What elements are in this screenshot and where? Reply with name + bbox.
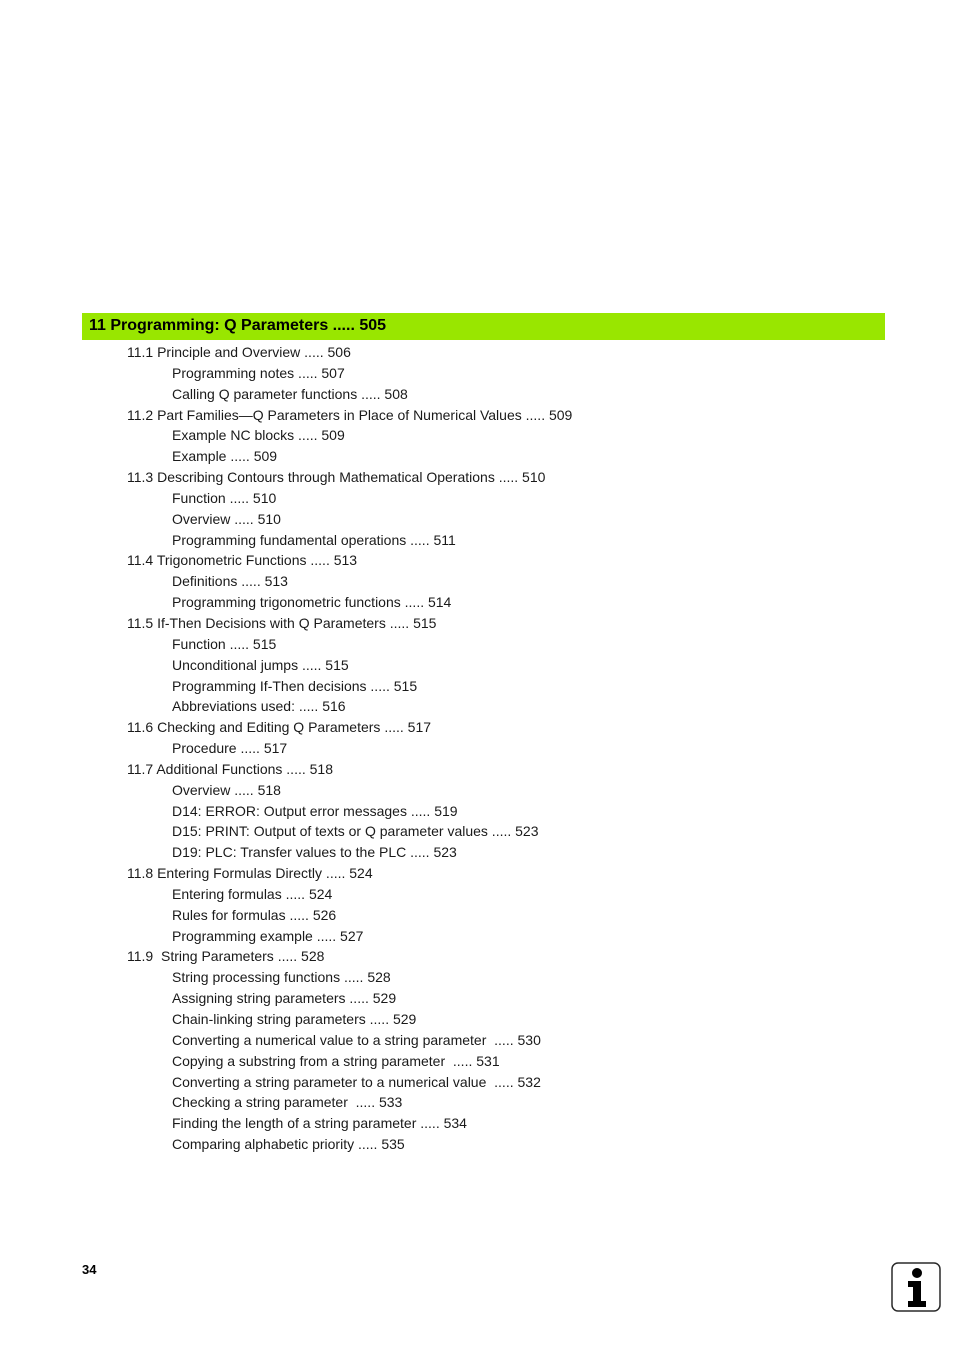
chapter-heading-bar: [82, 313, 885, 340]
toc-subsection-entry[interactable]: Checking a string parameter ..... 533: [172, 1094, 403, 1111]
toc-subsection-entry[interactable]: Programming notes ..... 507: [172, 364, 345, 381]
toc-subsection-entry[interactable]: Calling Q parameter functions ..... 508: [172, 385, 408, 402]
page-number: 34: [82, 1262, 97, 1277]
toc-subsection-entry[interactable]: Rules for formulas ..... 526: [172, 906, 337, 923]
toc-subsection-entry[interactable]: Function ..... 515: [172, 635, 277, 652]
toc-subsection-entry[interactable]: Definitions ..... 513: [172, 573, 288, 590]
toc-section-entry[interactable]: 11.4 Trigonometric Functions ..... 513: [127, 552, 358, 569]
toc-subsection-entry[interactable]: D14: ERROR: Output error messages ..... 519: [172, 802, 458, 819]
toc-subsection-entry[interactable]: Copying a substring from a string parameter ..... 531: [172, 1052, 500, 1069]
toc-subsection-entry[interactable]: Unconditional jumps ..... 515: [172, 656, 349, 673]
toc-section-entry[interactable]: 11.3 Describing Contours through Mathematical Operations ..... 510: [127, 469, 546, 486]
toc-subsection-entry[interactable]: Overview ..... 510: [172, 510, 281, 527]
toc-subsection-entry[interactable]: Entering formulas ..... 524: [172, 885, 333, 902]
toc-subsection-entry[interactable]: Converting a numerical value to a string parameter ..... 530: [172, 1031, 541, 1048]
toc-subsection-entry[interactable]: Example NC blocks ..... 509: [172, 427, 345, 444]
toc-subsection-entry[interactable]: Programming example ..... 527: [172, 927, 364, 944]
toc-section-entry[interactable]: 11.5 If-Then Decisions with Q Parameters ..... 515: [127, 614, 437, 631]
toc-subsection-entry[interactable]: Programming trigonometric functions ..... 514: [172, 594, 452, 611]
toc-section-entry[interactable]: 11.7 Additional Functions ..... 518: [127, 760, 333, 777]
info-icon: [891, 1262, 941, 1312]
toc-subsection-entry[interactable]: Converting a string parameter to a numerical value ..... 532: [172, 1073, 541, 1090]
toc-subsection-entry[interactable]: D19: PLC: Transfer values to the PLC ..... 523: [172, 844, 457, 861]
toc-subsection-entry[interactable]: Procedure ..... 517: [172, 740, 288, 757]
table-of-contents: [0, 342, 954, 1155]
toc-subsection-entry[interactable]: Comparing alphabetic priority ..... 535: [172, 1136, 405, 1153]
toc-section-entry[interactable]: 11.8 Entering Formulas Directly ..... 524: [127, 865, 373, 882]
toc-subsection-entry[interactable]: String processing functions ..... 528: [172, 969, 391, 986]
toc-subsection-entry[interactable]: Programming fundamental operations ..... 511: [172, 531, 456, 548]
toc-section-entry[interactable]: 11.9 String Parameters ..... 528: [127, 948, 325, 965]
toc-section-entry[interactable]: 11.1 Principle and Overview ..... 506: [127, 344, 351, 360]
toc-subsection-entry[interactable]: Example ..... 509: [172, 448, 278, 465]
toc-subsection-entry[interactable]: Function ..... 510: [172, 489, 277, 506]
toc-subsection-entry[interactable]: Chain-linking string parameters ..... 529: [172, 1011, 417, 1027]
toc-subsection-entry[interactable]: Finding the length of a string parameter ..... 534: [172, 1115, 467, 1132]
toc-subsection-entry[interactable]: D15: PRINT: Output of texts or Q parameter values ..... 523: [172, 823, 539, 840]
toc-subsection-entry[interactable]: Assigning string parameters ..... 529: [172, 990, 397, 1007]
toc-subsection-entry[interactable]: Abbreviations used: ..... 516: [172, 698, 346, 715]
toc-section-entry[interactable]: 11.6 Checking and Editing Q Parameters ..... 517: [127, 719, 432, 736]
toc-section-entry[interactable]: 11.2 Part Families—Q Parameters in Place of Numerical Values ..... 509: [127, 406, 573, 423]
chapter-title[interactable]: 11 Programming: Q Parameters ..... 505: [89, 317, 387, 334]
toc-subsection-entry[interactable]: Overview ..... 518: [172, 781, 281, 798]
toc-subsection-entry[interactable]: Programming If-Then decisions ..... 515: [172, 677, 418, 694]
